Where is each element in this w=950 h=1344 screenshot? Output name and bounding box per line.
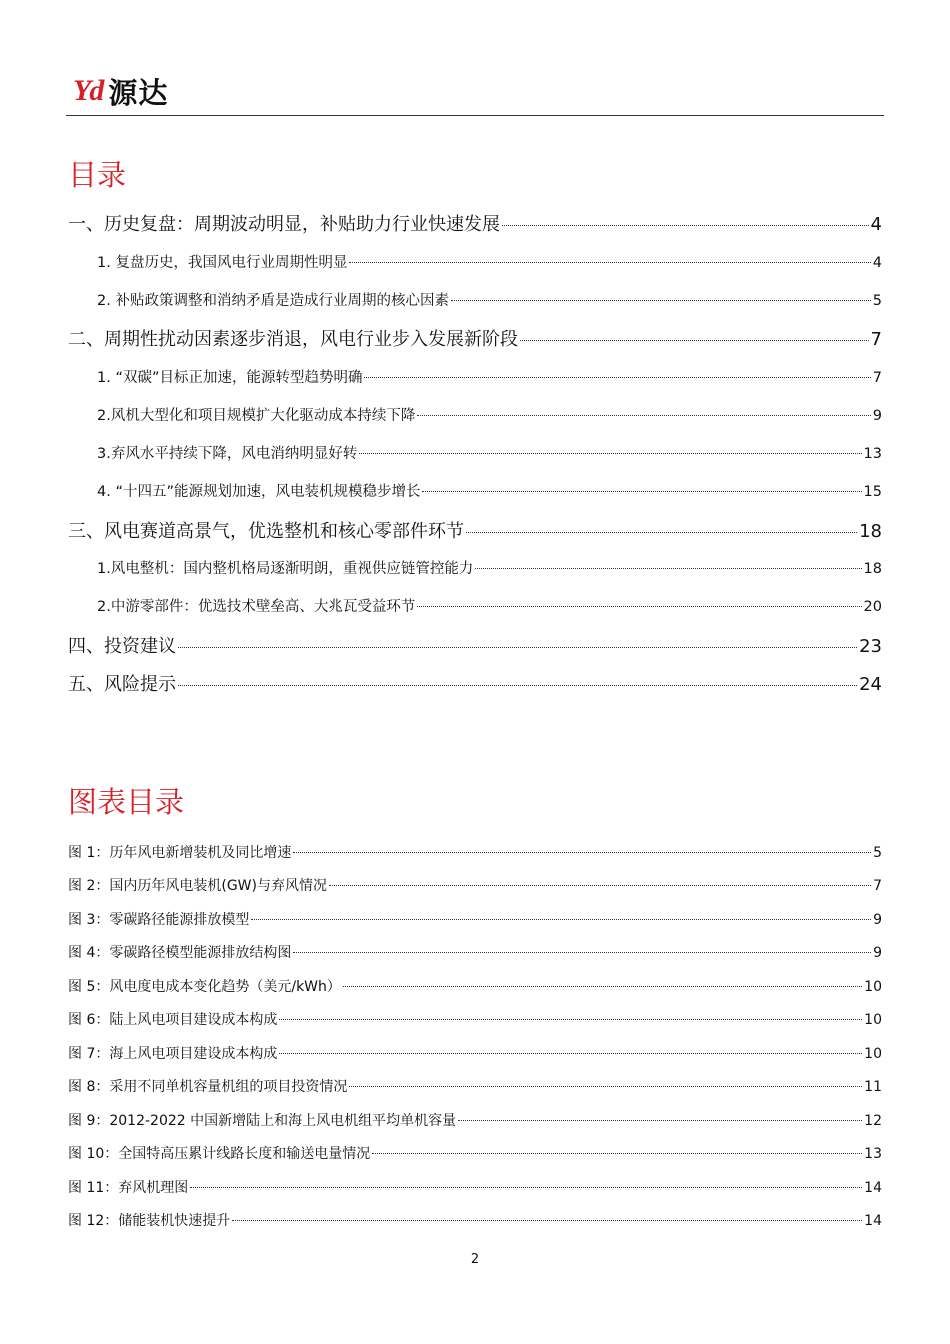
toc-entry-2-3[interactable] [97, 442, 882, 463]
logo-mark: Yd [73, 74, 103, 107]
figure-entry-label: 图 12：储能装机快速提升 [68, 1213, 231, 1229]
figure-entry-label: 图 9：2012-2022 中国新增陆上和海上风电机组平均单机容量 [68, 1113, 457, 1129]
dot-leader [178, 647, 857, 648]
dot-leader [520, 340, 869, 341]
figure-entry-8[interactable] [68, 1076, 882, 1096]
figure-entry-12[interactable] [68, 1210, 882, 1230]
figure-entry-7[interactable] [68, 1043, 882, 1063]
figure-entry-11[interactable] [68, 1177, 882, 1197]
figure-entry-label: 图 1：历年风电新增装机及同比增速 [68, 845, 292, 861]
figure-entry-page: 12 [864, 1113, 882, 1129]
figure-entry-5[interactable] [68, 976, 882, 996]
page-number: 2 [470, 1252, 480, 1267]
toc-entry-label: 1.风电整机：国内整机格局逐渐明朗，重视供应链管控能力 [97, 561, 474, 577]
figure-entry-page: 11 [864, 1079, 882, 1095]
figure-entry-page: 7 [873, 878, 882, 894]
dot-leader [372, 1153, 862, 1154]
toc-entry-page: 15 [863, 484, 882, 500]
toc-entry-page: 7 [870, 329, 882, 350]
toc-entry-page: 23 [859, 636, 882, 657]
figure-entry-page: 10 [864, 979, 882, 995]
toc-entry-label: 2.中游零部件：优选技术壁垒高、大兆瓦受益环节 [97, 599, 416, 615]
toc-entry-label: 1. 复盘历史，我国风电行业周期性明显 [97, 255, 348, 271]
toc-entry-page: 5 [872, 293, 882, 309]
logo-text: 源达 [108, 75, 169, 110]
figure-entry-label: 图 7：海上风电项目建设成本构成 [68, 1046, 278, 1062]
toc-title: 目录 [68, 158, 127, 192]
figure-entry-label: 图 11：弃风机理图 [68, 1180, 189, 1196]
header-divider [66, 115, 884, 116]
dot-leader [475, 568, 861, 569]
toc-entry-label: 1. “双碳”目标正加速，能源转型趋势明确 [97, 370, 363, 386]
toc-entry-label: 3.弃风水平持续下降，风电消纳明显好转 [97, 446, 358, 462]
toc-entry-1[interactable] [68, 210, 882, 236]
dot-leader [466, 532, 857, 533]
toc-entry-1-1[interactable] [97, 251, 882, 272]
toc-entry-1-2[interactable] [97, 289, 882, 310]
figure-entry-label: 图 4：零碳路径模型能源排放结构图 [68, 945, 292, 961]
toc-entry-5[interactable] [68, 670, 882, 696]
toc-entry-page: 18 [863, 561, 882, 577]
toc-entry-page: 7 [872, 370, 882, 386]
figure-entry-page: 14 [864, 1213, 882, 1229]
dot-leader [349, 262, 870, 263]
toc-entry-2-4[interactable] [97, 480, 882, 501]
figure-entry-label: 图 6：陆上风电项目建设成本构成 [68, 1012, 278, 1028]
figure-entry-label: 图 8：采用不同单机容量机组的项目投资情况 [68, 1079, 348, 1095]
figure-entry-label: 图 3：零碳路径能源排放模型 [68, 912, 250, 928]
dot-leader [251, 919, 871, 920]
dot-leader [293, 952, 871, 953]
figure-entry-page: 9 [873, 912, 882, 928]
toc-entry-label: 2.风机大型化和项目规模扩大化驱动成本持续下降 [97, 408, 416, 424]
toc-entry-2[interactable] [68, 325, 882, 351]
company-logo [73, 74, 168, 108]
dot-leader [279, 1019, 862, 1020]
toc-entry-page: 13 [863, 446, 882, 462]
figure-entry-10[interactable] [68, 1143, 882, 1163]
figure-entry-1[interactable] [68, 842, 882, 862]
dot-leader [279, 1053, 862, 1054]
dot-leader [232, 1220, 862, 1221]
dot-leader [364, 377, 870, 378]
figure-entry-9[interactable] [68, 1110, 882, 1130]
toc-entry-4[interactable] [68, 632, 882, 658]
toc-entry-page: 4 [870, 214, 882, 235]
figure-entry-page: 10 [864, 1012, 882, 1028]
dot-leader [329, 885, 871, 886]
figure-entry-page: 14 [864, 1180, 882, 1196]
figure-entry-label: 图 10：全国特高压累计线路长度和输送电量情况 [68, 1146, 371, 1162]
toc-entry-label: 4. “十四五”能源规划加速，风电装机规模稳步增长 [97, 484, 421, 500]
toc-entry-page: 18 [859, 521, 882, 542]
dot-leader [417, 415, 870, 416]
dot-leader [502, 225, 869, 226]
toc-entry-2-1[interactable] [97, 366, 882, 387]
toc-entry-label: 2. 补贴政策调整和消纳矛盾是造成行业周期的核心因素 [97, 293, 449, 309]
toc-entry-3[interactable] [68, 517, 882, 543]
dot-leader [422, 491, 861, 492]
figure-entry-label: 图 5：风电度电成本变化趋势（美元/kWh） [68, 979, 341, 995]
toc-entry-label: 二、周期性扰动因素逐步消退，风电行业步入发展新阶段 [68, 329, 518, 350]
figure-entry-label: 图 2：国内历年风电装机(GW)与弃风情况 [68, 878, 327, 894]
dot-leader [293, 852, 871, 853]
dot-leader [349, 1086, 862, 1087]
toc-entry-label: 一、历史复盘：周期波动明显，补贴助力行业快速发展 [68, 214, 500, 235]
figure-entry-4[interactable] [68, 942, 882, 962]
figure-entry-2[interactable] [68, 875, 882, 895]
figures-title: 图表目录 [68, 785, 185, 819]
toc-entry-page: 24 [859, 674, 882, 695]
figure-entry-page: 9 [873, 945, 882, 961]
dot-leader [458, 1120, 862, 1121]
dot-leader [417, 606, 861, 607]
figure-entry-6[interactable] [68, 1009, 882, 1029]
figure-entry-3[interactable] [68, 909, 882, 929]
dot-leader [343, 986, 862, 987]
toc-entry-3-2[interactable] [97, 595, 882, 616]
dot-leader [359, 453, 861, 454]
toc-entry-label: 四、投资建议 [68, 636, 176, 657]
toc-entry-label: 五、风险提示 [68, 674, 176, 695]
dot-leader [190, 1187, 862, 1188]
dot-leader [178, 685, 857, 686]
figure-entry-page: 5 [873, 845, 882, 861]
toc-entry-page: 20 [863, 599, 882, 615]
figure-entry-page: 10 [864, 1046, 882, 1062]
toc-entry-label: 三、风电赛道高景气，优选整机和核心零部件环节 [68, 521, 464, 542]
toc-entry-page: 9 [872, 408, 882, 424]
figure-entry-page: 13 [864, 1146, 882, 1162]
toc-entry-page: 4 [872, 255, 882, 271]
toc-entry-2-2[interactable] [97, 404, 882, 425]
toc-entry-3-1[interactable] [97, 557, 882, 578]
dot-leader [451, 300, 871, 301]
